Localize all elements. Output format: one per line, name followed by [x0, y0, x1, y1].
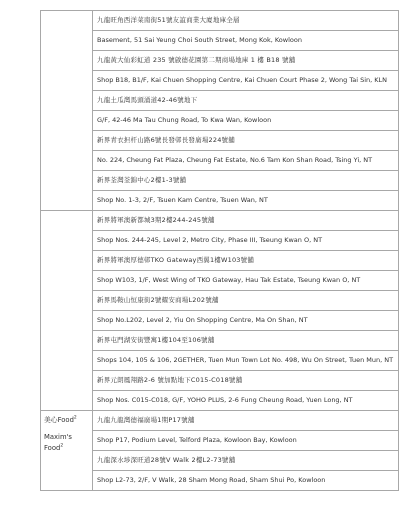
- address-en-cell: [93, 431, 399, 451]
- address-zh-text: 新界將軍澳新都城3期2樓244-245號舖: [97, 216, 215, 224]
- address-zh-cell: [93, 371, 399, 391]
- address-en-cell: [93, 351, 399, 371]
- address-en-text: Shop No. 1-3, 2/F, Tsuen Kam Centre, Tsuen Wan, NT: [97, 196, 268, 204]
- address-en-text: Basement, 51 Sai Yeung Choi South Street, Mong Kok, Kowloon: [97, 36, 302, 44]
- table-row: [41, 331, 399, 351]
- table-row: [41, 471, 399, 491]
- table-row: [41, 51, 399, 71]
- address-en-text: Shop Nos. 244-245, Level 2, Metro City, Phase III, Tseung Kwan O, NT: [97, 236, 323, 244]
- table-row: [41, 411, 399, 431]
- address-en-cell: [93, 31, 399, 51]
- address-zh-text: 新界荃灣荃錦中心2樓1-3號舖: [97, 176, 187, 184]
- address-en-cell: [93, 391, 399, 411]
- address-en-cell: [93, 271, 399, 291]
- table-row: [41, 251, 399, 271]
- address-zh-cell: [93, 131, 399, 151]
- table-row: [41, 351, 399, 371]
- table-row: [41, 291, 399, 311]
- table-row: [41, 231, 399, 251]
- address-zh-cell: [93, 291, 399, 311]
- address-en-cell: [93, 151, 399, 171]
- address-zh-text: 九龍黃大仙彩虹道 235 號啟德花園第二期商場地庫 1 樓 B18 號舖: [97, 56, 296, 64]
- address-en-text: Shop B18, B1/F, Kai Chuen Shopping Centre, Kai Chuen Court Phase 2, Wong Tai Sin, KLN: [97, 76, 388, 84]
- address-zh-cell: [93, 251, 399, 271]
- table-row: [41, 191, 399, 211]
- address-zh-text: 九龍土瓜灣馬頭涌道42-46號地下: [97, 96, 198, 104]
- address-en-cell: [93, 111, 399, 131]
- address-zh-text: 九龍旺角西洋菜南街51號友誼商業大廈地庫全層: [97, 16, 240, 24]
- table-row: [41, 11, 399, 31]
- table-row: [41, 271, 399, 291]
- address-zh-text: 新界屯門湖安街豐寓1樓104至106號舖: [97, 336, 215, 344]
- address-zh-text: 新界青衣担杆山路6號長發邨長發廣場224號舖: [97, 136, 235, 144]
- address-zh-text: 新界將軍澳厚德邨TKO Gateway西翼1樓W103號舖: [97, 256, 255, 264]
- table-row: [41, 451, 399, 471]
- address-en-text: No. 224, Cheung Fat Plaza, Cheung Fat Estate, No.6 Tam Kon Shan Road, Tsing Yi, NT: [97, 156, 373, 164]
- brand-cell: [41, 411, 93, 491]
- address-en-cell: [93, 311, 399, 331]
- brand-cell-empty: [41, 211, 93, 411]
- table-row: [41, 391, 399, 411]
- table-row: [41, 111, 399, 131]
- address-en-text: Shop L2-73, 2/F, V Walk, 28 Sham Mong Road, Sham Shui Po, Kowloon: [97, 476, 326, 484]
- table-row: [41, 91, 399, 111]
- address-en-cell: [93, 231, 399, 251]
- address-zh-cell: [93, 91, 399, 111]
- table-row: [41, 311, 399, 331]
- table-row: [41, 211, 399, 231]
- address-zh-text: 九龍深水埗深旺道28號V Walk 2樓L2-73號舖: [97, 456, 236, 464]
- store-address-table: [40, 10, 399, 491]
- address-en-text: Shop W103, 1/F, West Wing of TKO Gateway, Hau Tak Estate, Tseung Kwan O, NT: [97, 276, 361, 284]
- address-en-text: Shop No.L202, Level 2, Yiu On Shopping Centre, Ma On Shan, NT: [97, 316, 308, 324]
- address-zh-text: 新界馬鞍山恒康街2號耀安商場L202號舖: [97, 296, 219, 304]
- address-zh-cell: [93, 11, 399, 31]
- address-en-cell: [93, 471, 399, 491]
- address-en-text: G/F, 42-46 Ma Tau Chung Road, To Kwa Wan, Kowloon: [97, 116, 272, 124]
- address-en-cell: [93, 71, 399, 91]
- address-zh-cell: [93, 171, 399, 191]
- address-zh-text: 新界元朗鳳翔路2-6 號加點地下C015-C018號舖: [97, 376, 243, 384]
- footnote-marker: 2: [73, 415, 77, 421]
- address-zh-cell: [93, 411, 399, 431]
- brand-name-en: Maxim's Food$^2$: [44, 433, 72, 452]
- footnote-marker: 2: [60, 443, 64, 449]
- address-zh-text: 九龍九龍灣德福廣場1期P17號舖: [97, 416, 195, 424]
- address-en-text: Shop P17, Podium Level, Telford Plaza, Kowloon Bay, Kowloon: [97, 436, 297, 444]
- address-zh-cell: [93, 451, 399, 471]
- address-zh-cell: [93, 331, 399, 351]
- address-en-text: Shops 104, 105 & 106, 2GETHER, Tuen Mun Town Lot No. 498, Wu On Street, Tuen Mun, NT: [97, 356, 394, 364]
- table-row: [41, 371, 399, 391]
- brand-cell-empty: [41, 11, 93, 211]
- table-row: [41, 431, 399, 451]
- address-zh-cell: [93, 211, 399, 231]
- address-en-cell: [93, 191, 399, 211]
- table-row: [41, 171, 399, 191]
- table-row: [41, 31, 399, 51]
- table-row: [41, 71, 399, 91]
- address-en-text: Shop Nos. C015-C018, G/F, YOHO PLUS, 2-6 Fung Cheung Road, Yuen Long, NT: [97, 396, 353, 404]
- address-zh-cell: [93, 51, 399, 71]
- table-row: [41, 131, 399, 151]
- table-row: [41, 151, 399, 171]
- brand-name-zh: 美心Food$^2$: [44, 415, 77, 424]
